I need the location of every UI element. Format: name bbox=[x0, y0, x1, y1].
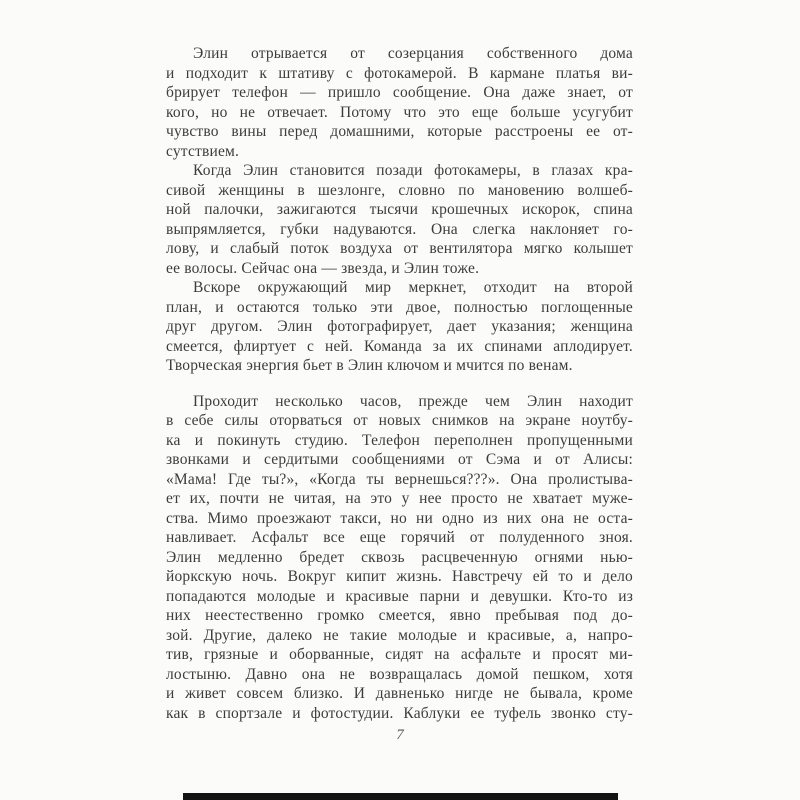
text-line: навливает. Асфальт все еще горячий от полуденного зноя. bbox=[166, 529, 633, 546]
text-block bbox=[166, 44, 633, 723]
text-line: ной палочки, зажигаются тысячи крошечных искорок, спина bbox=[166, 201, 633, 218]
text-line: тив, грязные и оборванные, сидят на асфальте и просят ми- bbox=[166, 646, 633, 663]
text-line: йоркскую ночь. Вокруг кипит жизнь. Навстречу ей то и дело bbox=[166, 568, 633, 585]
text-line: и подходит к штативу с фотокамерой. В кармане платья ви- bbox=[166, 64, 633, 82]
text-line: Когда Элин становится позади фотокамеры, в глазах кра- bbox=[193, 162, 633, 179]
text-line: друг другом. Элин фотографирует, дает указания; женщина bbox=[166, 318, 633, 335]
text-line: кого, но не отвечает. Потому что это еще больше усугубит bbox=[166, 103, 633, 121]
text-line: попадаются молодые и красивые парни и девушки. Кто-то из bbox=[166, 587, 633, 605]
text-line: брирует телефон — пришло сообщение. Она даже знает, от bbox=[166, 84, 633, 101]
paragraph bbox=[166, 161, 633, 278]
text-line: выпрямляется, губки надуваются. Она слегка наклоняет го- bbox=[166, 220, 633, 238]
text-line: лову, и слабый поток воздуха от вентилятора мягко колышет bbox=[166, 240, 633, 257]
text-line: и живет совсем близко. И давненько нигде не бывала, кроме bbox=[166, 685, 633, 702]
text-line: чувство вины перед домашними, которые расстроены ее от- bbox=[166, 123, 633, 140]
text-line: смеется, флиртует с ней. Команда за их спинами аплодирует. bbox=[166, 337, 633, 355]
text-line: план, и остаются только эти двое, полностью поглощенные bbox=[166, 298, 633, 316]
photo-bottom-edge-bar bbox=[183, 793, 618, 800]
paragraph bbox=[166, 278, 633, 376]
text-line: зой. Другие, далеко не такие молодые и красивые, а, напро- bbox=[166, 626, 633, 644]
text-line: «Мама! Где ты?», «Когда ты вернешься???». Она пролистыва- bbox=[166, 470, 633, 488]
text-line: Элин отрывается от созерцания собственного дома bbox=[193, 45, 633, 62]
text-line: ства. Мимо проезжают такси, но ни одно из них она не оста- bbox=[166, 509, 633, 527]
text-line: Проходит несколько часов, прежде чем Элин находит bbox=[193, 392, 633, 410]
text-line: сутствием. bbox=[166, 142, 240, 160]
text-line: лостыню. Давно она не возвращалась домой пешком, хотя bbox=[166, 665, 633, 683]
text-line: них неестественно громко смеется, явно пребывая под до- bbox=[166, 607, 633, 624]
page-number: 7 bbox=[396, 727, 404, 743]
text-line: в себе силы оторваться от новых снимков на экране ноутбу- bbox=[166, 412, 633, 429]
text-line: звонками и сердитыми сообщениями от Сэма и от Алисы: bbox=[166, 451, 633, 468]
paragraph bbox=[166, 44, 633, 161]
paragraph bbox=[166, 392, 633, 724]
text-line: сивой женщины в шезлонге, словно по мановению волшеб- bbox=[166, 181, 633, 199]
text-line: Вскоре окружающий мир меркнет, отходит на второй bbox=[193, 279, 633, 296]
text-line: ее волосы. Сейчас она — звезда, и Элин тоже. bbox=[166, 259, 480, 277]
text-line: ка и покинуть студию. Телефон переполнен пропущенными bbox=[166, 431, 633, 449]
text-line: ет их, почти не читая, на это у нее просто не хватает муже- bbox=[166, 490, 633, 507]
text-line: Элин медленно бредет сквозь расцвеченную огнями нью- bbox=[166, 548, 633, 566]
text-line: как в спортзале и фотостудии. Каблуки ее туфель звонко сту- bbox=[166, 704, 633, 722]
text-line: Творческая энергия бьет в Элин ключом и мчится по венам. bbox=[166, 357, 573, 374]
